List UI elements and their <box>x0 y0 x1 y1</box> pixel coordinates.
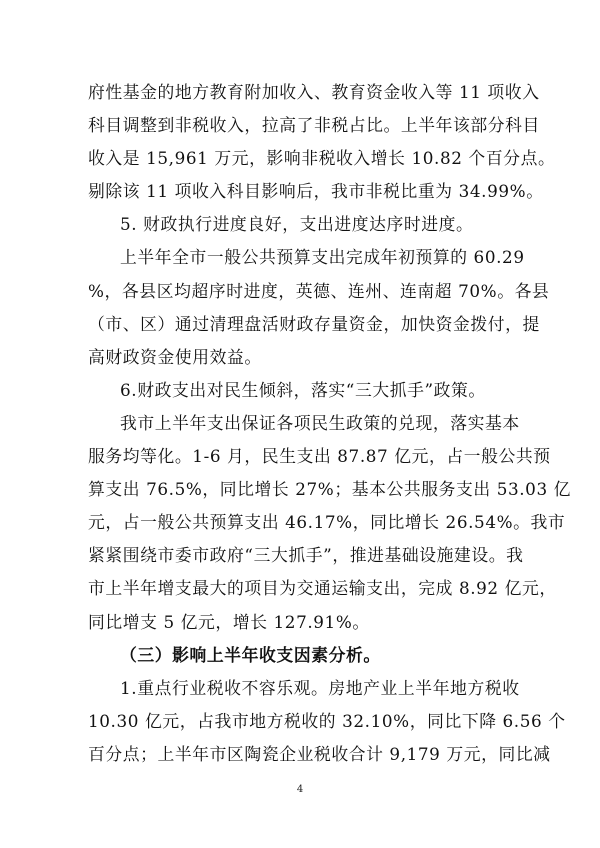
document-body <box>88 76 572 771</box>
body-line-14: 元，占一般公共预算支出 46.17%，同比增长 26.54%。我市 <box>88 512 566 533</box>
body-line-6: 上半年全市一般公共预算支出完成年初预算的 60.29 <box>120 247 525 268</box>
body-line-2: 科目调整到非税收入，拉高了非税占比。上半年该部分科目 <box>88 115 540 136</box>
body-line-7: %，各县区均超序时进度，英德、连州、连南超 70%。各县 <box>88 280 550 301</box>
body-line-4: 剔除该 11 项收入科目影响后，我市非税比重为 34.99%。 <box>88 181 544 202</box>
body-line-9: 高财政资金使用效益。 <box>88 346 262 367</box>
body-line-17: 同比增支 5 亿元，增长 127.91%。 <box>88 611 370 632</box>
page-number: 4 <box>296 784 304 795</box>
body-line-13: 算支出 76.5%，同比增长 27%；基本公共服务支出 53.03 亿 <box>88 479 572 500</box>
body-line-16: 市上半年增支最大的项目为交通运输支出，完成 8.92 亿元， <box>88 578 557 599</box>
body-line-19: 1.重点行业税收不容乐观。房地产业上半年地方税收 <box>120 677 520 698</box>
body-line-15: 紧紧围绕市委市政府“三大抓手”，推进基础设施建设。我 <box>88 545 524 566</box>
section-heading-5: 5. 财政执行进度良好，支出进度达序时进度。 <box>120 214 474 235</box>
body-line-11: 我市上半年支出保证各项民生政策的兑现，落实基本 <box>120 412 520 433</box>
body-line-1: 府性基金的地方教育附加收入、教育资金收入等 11 项收入 <box>88 82 540 102</box>
section-heading-3: （三）影响上半年收支因素分析。 <box>120 644 381 665</box>
body-line-20: 10.30 亿元，占我市地方税收的 32.10%，同比下降 6.56 个 <box>88 710 566 731</box>
body-line-8: （市、区）通过清理盘活财政存量资金，加快资金拨付，提 <box>88 313 540 334</box>
body-line-3: 收入是 15,961 万元，影响非税收入增长 10.82 个百分点。 <box>88 148 556 169</box>
body-line-21: 百分点；上半年市区陶瓷企业税收合计 9,179 万元，同比减 <box>88 743 551 764</box>
section-heading-6: 6.财政支出对民生倾斜，落实“三大抓手”政策。 <box>120 379 486 400</box>
body-line-12: 服务均等化。1-6 月，民生支出 87.87 亿元，占一般公共预 <box>88 446 551 467</box>
